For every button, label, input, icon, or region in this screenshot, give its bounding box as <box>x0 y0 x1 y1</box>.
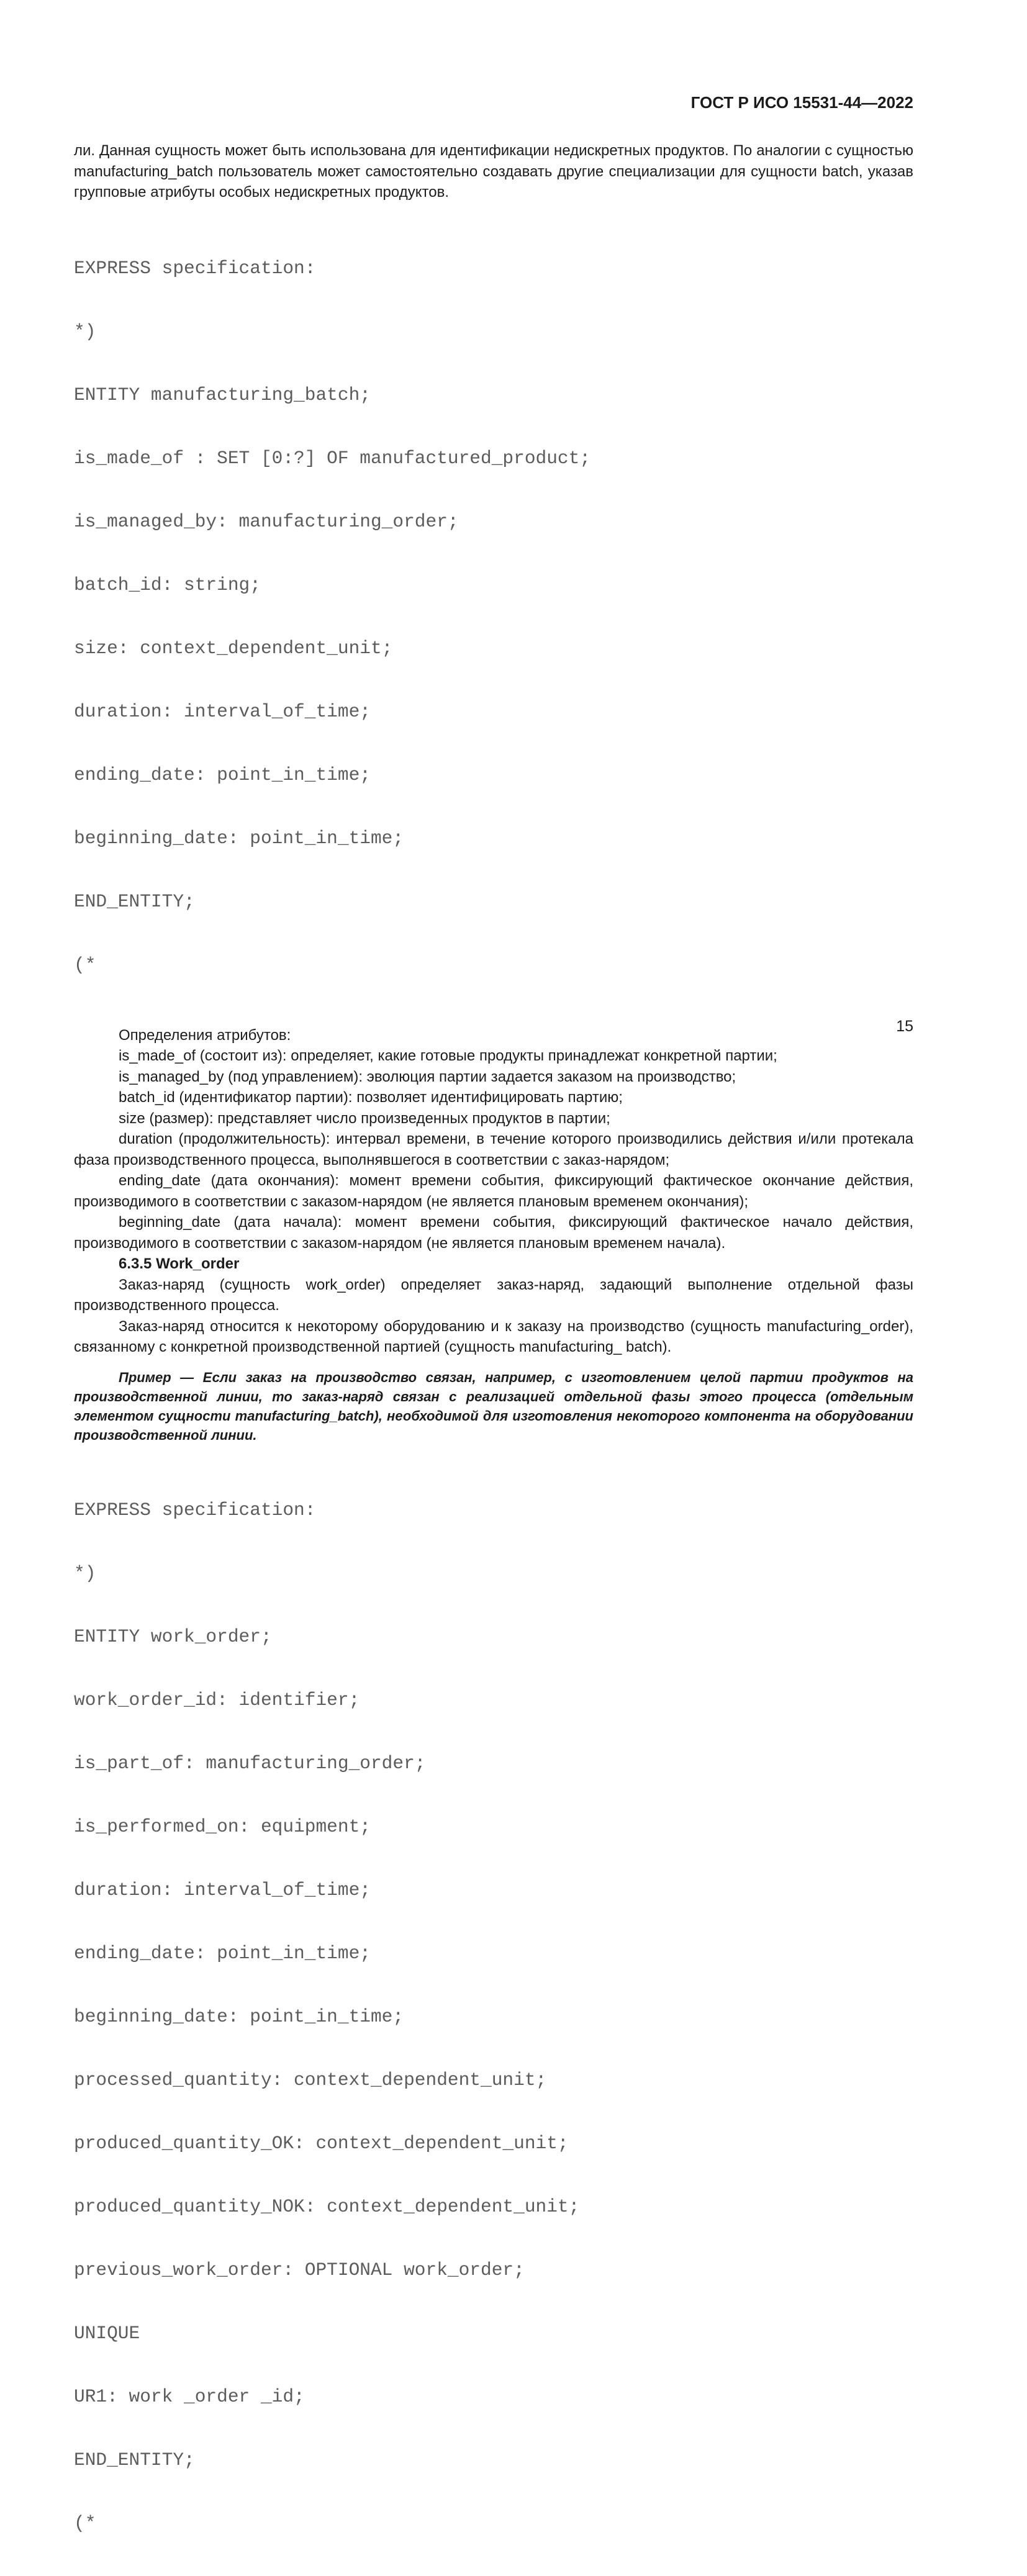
code-line: work_order_id: identifier; <box>74 1689 360 1711</box>
express-code-block-manufacturing-batch <box>74 215 913 1018</box>
code-line: duration: interval_of_time; <box>74 1879 371 1900</box>
attribute-definitions <box>74 1025 913 1254</box>
definition-item: is_managed_by (под управлением): эволюция партии задается заказом на производство; <box>119 1068 736 1085</box>
definitions-heading: Определения атрибутов: <box>119 1026 291 1044</box>
section-heading <box>74 1254 913 1275</box>
code-line: is_part_of: manufacturing_order; <box>74 1752 426 1774</box>
code-line: ENTITY work_order; <box>74 1625 272 1647</box>
definition-item: size (размер): представляет число произведенных продуктов в партии; <box>119 1109 610 1127</box>
code-line: beginning_date: point_in_time; <box>74 827 404 849</box>
code-line: ENTITY manufacturing_batch; <box>74 384 371 405</box>
definition-duration: duration (продолжительность): интервал времени, в течение которого производились действия и/или протекала фаза производственного процесса, выполнявшегося в соответствии с заказ-нарядом; <box>74 1131 913 1168</box>
code-line: is_made_of : SET [0:?] OF manufactured_product; <box>74 447 591 469</box>
code-line: processed_quantity: context_dependent_unit; <box>74 2069 547 2090</box>
code-line: produced_quantity_NOK: context_dependent_unit; <box>74 2195 580 2217</box>
code-line: ending_date: point_in_time; <box>74 1942 371 1964</box>
definition-ending-date: ending_date (дата окончания): момент времени события, фиксирующий фактическое окончание действия, производимого в соответствии с заказом-нарядом (не является плановым временем окончания); <box>74 1172 913 1210</box>
code-line: (* <box>74 2512 96 2534</box>
express-code-block-work-order <box>74 1457 913 2576</box>
code-line: ending_date: point_in_time; <box>74 764 371 785</box>
code-line: UNIQUE <box>74 2322 140 2344</box>
code-line: duration: interval_of_time; <box>74 700 371 722</box>
section-number: 6.3.5 <box>119 1255 152 1272</box>
example-note: Пример — Если заказ на производство связан, например, с изготовлением целой партии продуктов на производственной линии, то заказ-наряд связан с реализацией отдельной фазы этого процесса (отдельным элементом сущности manufacturing_batch), необходимой для изготовления некоторого компонента на оборудовании производственной линии. <box>74 1369 913 1443</box>
intro-paragraph: ли. Данная сущность может быть использована для идентификации недискретных продуктов. По аналогии с сущностью manufacturing_batch пользователь может самостоятельно создавать другие специализации для сущности batch, указав групповые атрибуты особых недискретных продуктов. <box>74 142 913 201</box>
section-paragraph: Заказ-наряд (сущность work_order) определяет заказ-наряд, задающий выполнение отдельной фазы производственного процесса. <box>74 1276 913 1314</box>
page-content <box>74 140 913 2576</box>
code-line: *) <box>74 1562 96 1584</box>
definition-item: is_made_of (состоит из): определяет, какие готовые продукты принадлежат конкретной партии; <box>119 1047 777 1064</box>
document-code-header: ГОСТ Р ИСО 15531-44—2022 <box>690 93 913 112</box>
page-number: 15 <box>896 1018 913 1035</box>
code-line: (* <box>74 954 96 975</box>
code-line: beginning_date: point_in_time; <box>74 2005 404 2027</box>
code-line: EXPRESS specification: <box>74 1499 316 1521</box>
section-paragraph: Заказ-наряд относится к некоторому оборудованию и к заказу на производство (сущность manufacturing_order), связанному с конкретной производственной партией (сущность manufacturing_ batch). <box>74 1317 913 1355</box>
code-line: batch_id: string; <box>74 574 261 595</box>
code-line: END_ENTITY; <box>74 2449 195 2470</box>
definition-item: batch_id (идентификатор партии): позволяет идентифицировать партию; <box>119 1089 623 1106</box>
code-line: END_ENTITY; <box>74 890 195 912</box>
section-title: Work_order <box>156 1255 240 1272</box>
code-line: *) <box>74 320 96 342</box>
code-line: EXPRESS specification: <box>74 257 316 279</box>
definition-beginning-date: beginning_date (дата начала): момент времени события, фиксирующий фактическое начало действия, производимого в соответствии с заказом-нарядом (не является плановым временем начала). <box>74 1214 913 1252</box>
code-line: is_managed_by: manufacturing_order; <box>74 510 459 532</box>
code-line: previous_work_order: OPTIONAL work_order; <box>74 2259 525 2280</box>
code-line: size: context_dependent_unit; <box>74 637 393 659</box>
code-line: produced_quantity_OK: context_dependent_unit; <box>74 2132 569 2154</box>
code-line: UR1: work _order _id; <box>74 2385 305 2407</box>
code-line: is_performed_on: equipment; <box>74 1815 371 1837</box>
